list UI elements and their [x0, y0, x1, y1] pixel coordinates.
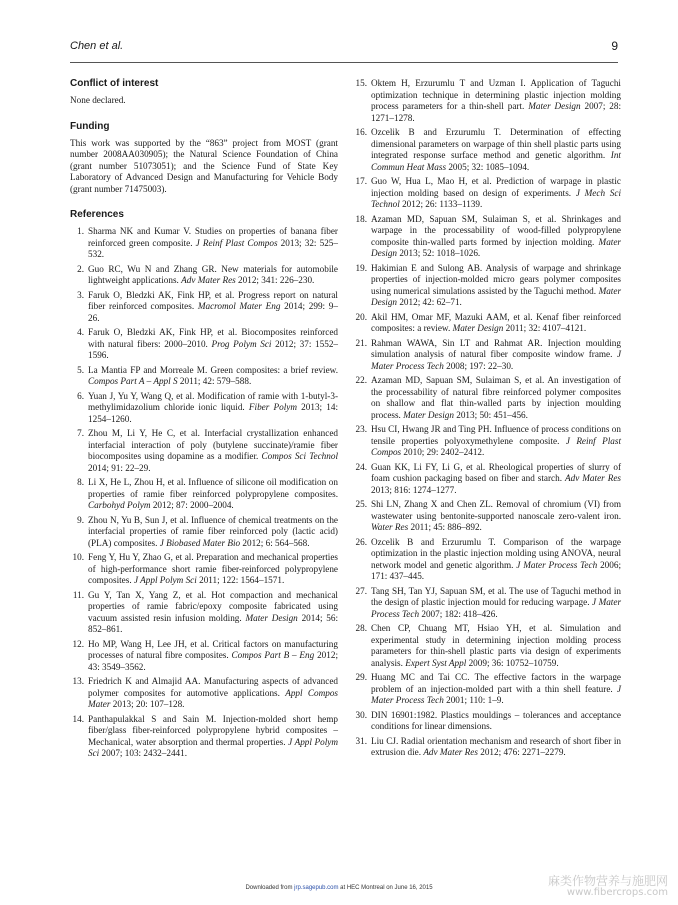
footer-prefix: Downloaded from — [245, 885, 293, 891]
reference-item — [353, 586, 621, 621]
reference-text: Tang SH, Tan YJ, Sapuan SM, et al. The use of Taguchi method in the design of plastic injection mould for reducing warpage. — [371, 585, 621, 607]
reference-item — [353, 537, 621, 583]
references-heading: References — [70, 209, 124, 220]
reference-text: Guo W, Hua L, Mao H, et al. Prediction of warpage in plastic injection molding based on design of experiments. — [371, 176, 621, 198]
reference-journal: Appl Compos Mater — [88, 687, 338, 709]
left-column — [70, 78, 338, 763]
reference-text: Shi LN, Zhang X and Chen ZL. Removal of chromium (VI) from wastewater using bentonite-supported nanoscale zero-valent iron. — [371, 499, 621, 521]
reference-citation: 2013; 50: 451–456. — [456, 409, 528, 420]
reference-citation: 2008; 197: 22–30. — [446, 360, 514, 371]
reference-number: 6. — [77, 390, 84, 401]
reference-citation: 2013; 816: 1274–1277. — [371, 484, 457, 495]
watermark-chinese: 麻类作物营养与施肥网 — [547, 874, 668, 888]
reference-item — [70, 226, 338, 261]
reference-citation: 2012; 6: 564–568. — [242, 537, 310, 548]
reference-item — [70, 477, 338, 512]
reference-journal: Water Res — [371, 522, 409, 532]
reference-number: 17. — [355, 176, 367, 186]
reference-number: 20. — [355, 311, 367, 322]
reference-journal: Fiber Polym — [248, 402, 297, 412]
reference-journal: J Appl Polym Sci — [88, 736, 338, 758]
reference-journal: Compos Part A – Appl S — [88, 376, 178, 386]
reference-item — [353, 424, 621, 459]
reference-item — [70, 639, 338, 674]
reference-item — [353, 214, 621, 260]
reference-journal: Mater Design — [371, 236, 621, 258]
reference-citation: 2012; 37: 1552–1596. — [88, 338, 339, 360]
reference-journal: J Mater Process Tech — [371, 349, 622, 371]
reference-citation: 2011; 32: 4107–4121. — [505, 323, 587, 333]
reference-journal: Mater Design — [371, 285, 622, 307]
reference-text: Panthapulakkal S and Sain M. Injection-molded short hemp fiber/glass fiber-reinforced polypropylene hybrid composites – Mechanical, water absorption and thermal properties. — [88, 713, 338, 747]
reference-journal: Compos Sci Technol — [261, 451, 339, 461]
reference-number: 27. — [355, 585, 367, 596]
reference-citation: 2006; 171: 437–445. — [371, 559, 621, 581]
reference-number: 4. — [77, 327, 84, 337]
reference-citation: 2012; 26: 1133–1139. — [402, 199, 483, 209]
reference-journal: J Appl Polym Sci — [133, 575, 197, 585]
reference-citation: 2012; 43: 3549–3562. — [88, 650, 339, 672]
reference-number: 11. — [72, 589, 84, 600]
funding-section — [70, 121, 338, 196]
conflict-heading: Conflict of interest — [70, 78, 159, 89]
reference-number: 15. — [355, 78, 367, 88]
reference-item — [353, 78, 621, 124]
reference-number: 16. — [355, 127, 367, 137]
reference-item — [353, 672, 621, 707]
reference-number: 12. — [72, 638, 84, 649]
reference-number: 14. — [72, 713, 84, 724]
reference-item — [70, 391, 338, 426]
watermark-url: www.fibercrops.com — [566, 887, 668, 898]
reference-journal: Mater Design — [452, 323, 504, 333]
funding-heading: Funding — [70, 120, 110, 132]
reference-item — [353, 176, 621, 211]
reference-text: Guan KK, Li FY, Li G, et al. Rheological properties of slurry of foam cushion packaging based on fiber and starch. — [371, 461, 621, 483]
reference-number: 7. — [77, 428, 84, 438]
reference-journal: Prog Polym Sci — [211, 338, 272, 349]
reference-journal: Mater Design — [245, 612, 298, 623]
reference-number: 8. — [77, 477, 84, 487]
reference-text: Chen CP, Chuang MT, Hsiao YH, et al. Simulation and experimental study in determining injection molding process parameters for thin-shell plastic parts via design of experiments analysis. — [371, 623, 621, 668]
header-rule — [70, 62, 618, 63]
reference-item — [70, 676, 338, 711]
reference-text: Ozcelik B and Erzurumlu T. Comparison of the warpage optimization in the plastic injection molding using ANOVA, neural network model and genetic algorithm. — [371, 536, 621, 570]
reference-text: DIN 16901:1982. Plastics mouldings – tolerances and acceptance conditions for linear dimensions. — [371, 709, 621, 731]
reference-citation: 2014; 91: 22–29. — [88, 462, 151, 473]
reference-item — [70, 714, 338, 760]
reference-number: 5. — [77, 364, 84, 375]
reference-number: 3. — [77, 289, 84, 300]
reference-journal: Macromol Mater Eng — [197, 301, 281, 311]
reference-text: Yuan J, Yu Y, Wang Q, et al. Modification of ramie with 1-butyl-3-methylimidazolium chloride ionic liquid. — [88, 390, 338, 412]
reference-citation: 2005; 32: 1085–1094. — [448, 161, 530, 172]
reference-item — [353, 312, 621, 335]
reference-text: La Mantia FP and Morreale M. Green composites: a brief review. — [88, 364, 338, 375]
reference-journal: J Mech Sci Technol — [371, 187, 621, 209]
funding-text: This work was supported by the “863” project from MOST (grant number 2008AA030905); the Natural Science Foundation of China (grant number 51073051); and the Science Fund of State Key Laboratory of Advanced Design and Manufacturing for Vehicle Body (grant number 71475003). — [70, 137, 338, 194]
reference-journal: J Mater Process Tech — [371, 597, 622, 619]
reference-citation: 2001; 110: 1–9. — [446, 695, 504, 705]
reference-item — [353, 710, 621, 733]
reference-number: 24. — [355, 461, 367, 472]
reference-journal: J Reinf Plast Compos — [195, 237, 278, 248]
footer-link[interactable]: jrp.sagepub.com — [294, 885, 339, 891]
reference-number: 9. — [77, 514, 84, 525]
reference-text: Zhou N, Yu B, Sun J, et al. Influence of chemical treatments on the interfacial properties of ramie fiber reinforced poly (lactic acid)(PLA) composites. — [88, 514, 338, 548]
footer-suffix: at HEC Montreal on June 16, 2015 — [340, 885, 433, 891]
reference-number: 31. — [355, 735, 367, 746]
reference-item — [70, 365, 338, 388]
reference-citation: 2012; 42: 62–71. — [399, 297, 462, 307]
reference-item — [70, 515, 338, 550]
reference-item — [353, 623, 621, 669]
reference-journal: J Mater Process Tech — [371, 683, 622, 705]
reference-number: 1. — [77, 226, 84, 236]
reference-citation: 2014; 299: 9–26. — [88, 301, 338, 323]
reference-text: Faruk O, Bledzki AK, Fink HP, et al. Biocomposites reinforced with natural fibers: 2000–2010. — [88, 327, 338, 349]
reference-citation: 2013; 32: 525–532. — [88, 237, 338, 259]
conflict-section — [70, 78, 338, 107]
reference-citation: 2014; 56: 852–861. — [88, 612, 339, 634]
reference-item — [353, 338, 621, 373]
conflict-text: None declared. — [70, 95, 126, 105]
reference-journal: J Biobased Mater Bio — [159, 537, 241, 548]
reference-citation: 2007; 182: 418–426. — [421, 608, 498, 619]
reference-list-left — [70, 226, 338, 760]
reference-number: 26. — [355, 536, 367, 547]
reference-item — [353, 736, 621, 759]
reference-citation: 2013; 20: 107–128. — [112, 699, 185, 709]
reference-text: Feng Y, Hu Y, Zhao G, et al. Preparation and mechanical properties of high-performance short ramie fiber-reinforced polypropylene composites. — [88, 552, 338, 585]
reference-item — [70, 264, 338, 287]
reference-text: Guo RC, Wu N and Zhang GR. New materials for automobile lightweight applications. — [88, 263, 338, 285]
page-number: 9 — [611, 39, 618, 53]
reference-text: Oktem H, Erzurumlu T and Uzman I. Application of Taguchi optimization technique in determining plastic injection molding process parameters for a thin-shell part. — [371, 78, 621, 111]
reference-number: 25. — [355, 499, 367, 509]
reference-text: Liu CJ. Radial orientation mechanism and research of short fiber in extrusion die. — [371, 735, 621, 757]
reference-journal: J Reinf Plast Compos — [371, 435, 622, 457]
reference-text: Hakimian E and Sulong AB. Analysis of warpage and shrinkage properties of injection-molded micro gears polymer composites using numerical simulations assisted by the Taguchi method. — [371, 262, 621, 296]
reference-journal: Adv Mater Res — [181, 275, 236, 285]
reference-text: Li X, He L, Zhou H, et al. Influence of silicone oil modification on properties of ramie fiber reinforced polypropylene composites. — [88, 477, 338, 499]
reference-citation: 2007; 28: 1271–1278. — [371, 101, 622, 123]
reference-item — [353, 462, 621, 497]
reference-journal: Int Commun Heat Mass — [371, 150, 621, 172]
reference-journal: Adv Mater Res — [565, 473, 621, 483]
running-header-author: Chen et al. — [70, 40, 124, 52]
reference-text: Zhou M, Li Y, He C, et al. Interfacial crystallization enhanced interfacial interaction of poly (butylene succinate)/ramie fiber biocomposites using dopamine as a modifier. — [88, 428, 338, 461]
reference-text: Faruk O, Bledzki AK, Fink HP, et al. Progress report on natural fiber reinforced composites. — [88, 289, 338, 311]
reference-text: Hsu CI, Hwang JR and Ting PH. Influence of process conditions on tensile properties polyoxymethylene composite. — [371, 424, 621, 446]
reference-journal: Compos Part B – Eng — [231, 650, 315, 660]
reference-citation: 2011; 45: 886–892. — [410, 522, 482, 532]
reference-citation: 2012; 87: 2000–2004. — [152, 500, 234, 510]
reference-text: Ozcelik B and Erzurumlu T. Determination of effecting dimensional parameters on warpage of thin shell plastic parts using integrated response surface method and genetic algorithm. — [371, 127, 621, 160]
reference-item — [70, 290, 338, 325]
reference-item — [353, 499, 621, 534]
reference-number: 21. — [355, 337, 367, 348]
reference-number: 10. — [72, 552, 84, 562]
reference-item — [353, 375, 621, 421]
reference-item — [70, 552, 338, 587]
reference-citation: 2013; 14: 1254–1260. — [88, 402, 339, 424]
reference-journal: Mater Design — [403, 409, 454, 420]
reference-text: Akil HM, Omar MF, Mazuki AAM, et al. Kenaf fiber reinforced composites: a review. — [371, 311, 621, 333]
reference-text: Ho MP, Wang H, Lee JH, et al. Critical factors on manufacturing processes of natural fibre composites. — [88, 638, 338, 660]
reference-citation: 2007; 103: 2432–2441. — [101, 748, 188, 758]
reference-journal: Mater Design — [528, 101, 581, 111]
reference-text: Friedrich K and Almajid AA. Manufacturing aspects of advanced polymer composites for automotive applications. — [88, 676, 338, 698]
reference-text: Azaman MD, Sapuan SM, Sulaiman S, et al. Shrinkages and warpage in the processability of wood-filled polypropylene composite thin-walled parts formed by injection molding. — [371, 213, 621, 247]
reference-journal: Expert Syst Appl — [405, 657, 467, 668]
reference-item — [70, 428, 338, 474]
reference-number: 29. — [355, 672, 367, 682]
reference-journal: J Mater Process Tech — [516, 559, 598, 570]
reference-item — [353, 263, 621, 309]
reference-citation: 2012; 341: 226–230. — [238, 275, 315, 285]
reference-number: 28. — [355, 623, 367, 633]
reference-list-right — [353, 78, 621, 759]
reference-citation: 2012; 476: 2271–2279. — [480, 747, 566, 757]
reference-number: 30. — [355, 709, 367, 720]
reference-citation: 2011; 122: 1564–1571. — [199, 575, 285, 585]
reference-citation: 2009; 36: 10752–10759. — [468, 657, 559, 668]
reference-item — [70, 327, 338, 362]
reference-text: Huang MC and Tai CC. The effective factors in the warpage problem of an injection-molded part with a thin shell feature. — [371, 672, 621, 694]
reference-citation: 2013; 52: 1018–1026. — [399, 248, 481, 258]
reference-number: 22. — [355, 375, 367, 385]
right-column — [353, 78, 621, 762]
reference-text: Rahman WAWA, Sin LT and Rahmat AR. Injection moulding simulation analysis of natural fiber composite window frame. — [371, 337, 621, 359]
reference-number: 2. — [77, 263, 84, 274]
reference-number: 13. — [72, 676, 84, 686]
reference-journal: Adv Mater Res — [423, 747, 478, 757]
reference-item — [353, 127, 621, 173]
reference-text: Sharma NK and Kumar V. Studies on properties of banana fiber reinforced green composite. — [88, 226, 338, 248]
reference-citation: 2011; 42: 579–588. — [179, 376, 252, 386]
reference-number: 18. — [355, 213, 367, 224]
reference-text: Azaman MD, Sapuan SM, Sulaiman S, et al. An investigation of the processability of natural fibre reinforced polymer composites on shallow and flat thin-walled parts by injection moulding process. — [371, 375, 621, 420]
reference-item — [70, 590, 338, 636]
reference-citation: 2010; 29: 2402–2412. — [403, 447, 485, 457]
reference-text: Gu Y, Tan X, Yang Z, et al. Hot compaction and mechanical properties of ramie fabric/epoxy composite fabricated using vacuum assisted resin infusion molding. — [88, 589, 338, 623]
reference-journal: Carbohyd Polym — [88, 500, 151, 510]
reference-number: 19. — [355, 262, 367, 273]
reference-number: 23. — [355, 424, 367, 434]
